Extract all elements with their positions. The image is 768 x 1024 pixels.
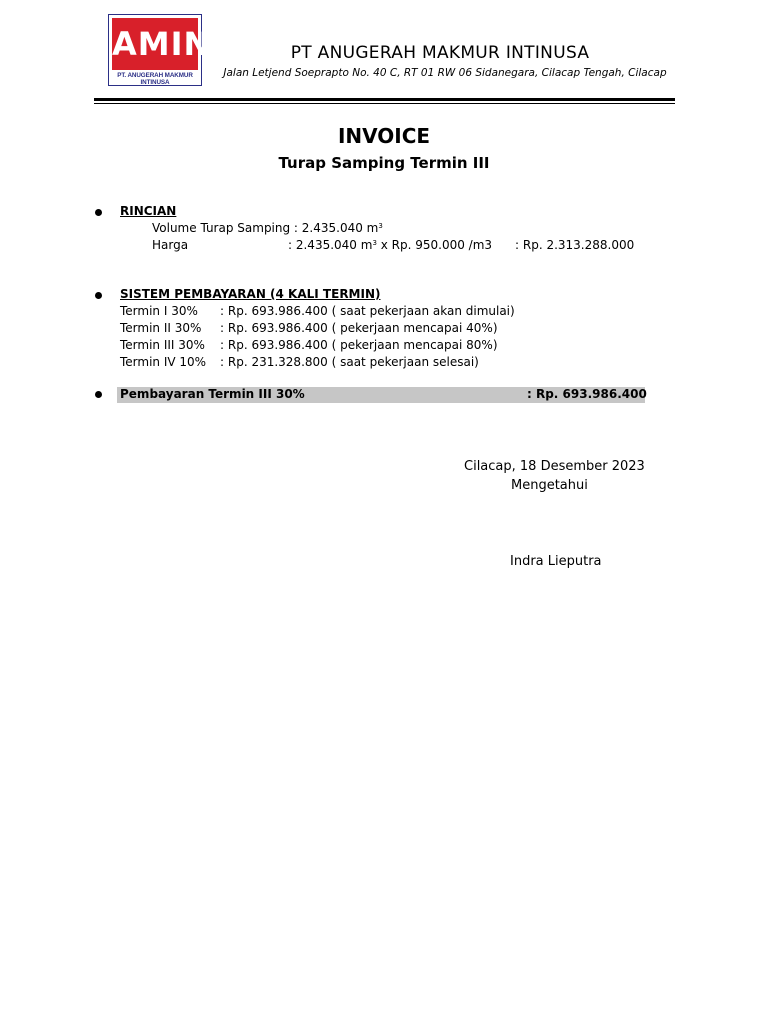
volume-unit-sup: 3 bbox=[378, 222, 383, 230]
logo-word-text: AMIN bbox=[112, 25, 212, 63]
volume-line bbox=[152, 221, 383, 235]
payment-label: Pembayaran Termin III 30% bbox=[120, 387, 305, 401]
document-subtitle: Turap Samping Termin III bbox=[278, 154, 490, 172]
harga-calc-sup: 3 bbox=[372, 239, 377, 247]
company-logo bbox=[108, 14, 212, 86]
company-name: PT ANUGERAH MAKMUR INTINUSA bbox=[290, 43, 590, 63]
term-label: Termin II 30% bbox=[120, 321, 202, 335]
bullet-icon bbox=[95, 391, 102, 398]
harga-calc-a: : 2.435.040 m bbox=[288, 238, 373, 252]
volume-text: Volume Turap Samping : 2.435.040 m bbox=[152, 221, 379, 235]
term-value: : Rp. 693.986.400 ( pekerjaan mencapai 80%) bbox=[220, 338, 498, 352]
header-divider-thin bbox=[94, 103, 675, 104]
sistem-heading: SISTEM PEMBAYARAN (4 KALI TERMIN) bbox=[120, 287, 381, 301]
bullet-icon bbox=[95, 209, 102, 216]
bullet-icon bbox=[95, 292, 102, 299]
document-title: INVOICE bbox=[337, 124, 431, 148]
harga-calc-b: x Rp. 950.000 /m3 bbox=[376, 238, 493, 252]
place-date: Cilacap, 18 Desember 2023 bbox=[464, 459, 645, 474]
term-label: Termin I 30% bbox=[120, 304, 198, 318]
term-label: Termin III 30% bbox=[120, 338, 205, 352]
logo-subtitle: PT. ANUGERAH MAKMUR INTINUSA bbox=[117, 72, 193, 86]
signatory-name: Indra Lieputra bbox=[510, 554, 602, 569]
harga-label: Harga bbox=[152, 238, 189, 252]
term-value: : Rp. 693.986.400 ( saat pekerjaan akan dimulai) bbox=[220, 304, 515, 318]
term-label: Termin IV 10% bbox=[120, 355, 207, 369]
logo-wordmark bbox=[112, 18, 212, 70]
harga-total: : Rp. 2.313.288.000 bbox=[515, 238, 635, 252]
payment-amount: : Rp. 693.986.400 bbox=[527, 387, 647, 401]
term-value: : Rp. 231.328.800 ( saat pekerjaan selesai) bbox=[220, 355, 479, 369]
harga-calc bbox=[288, 238, 492, 252]
header-divider-thick bbox=[94, 98, 675, 101]
company-address: Jalan Letjend Soeprapto No. 40 C, RT 01 RW 06 Sidanegara, Cilacap Tengah, Cilacap bbox=[223, 67, 667, 79]
signature-role: Mengetahui bbox=[511, 478, 588, 493]
term-value: : Rp. 693.986.400 ( pekerjaan mencapai 40%) bbox=[220, 321, 498, 335]
rincian-heading: RINCIAN bbox=[120, 204, 177, 218]
